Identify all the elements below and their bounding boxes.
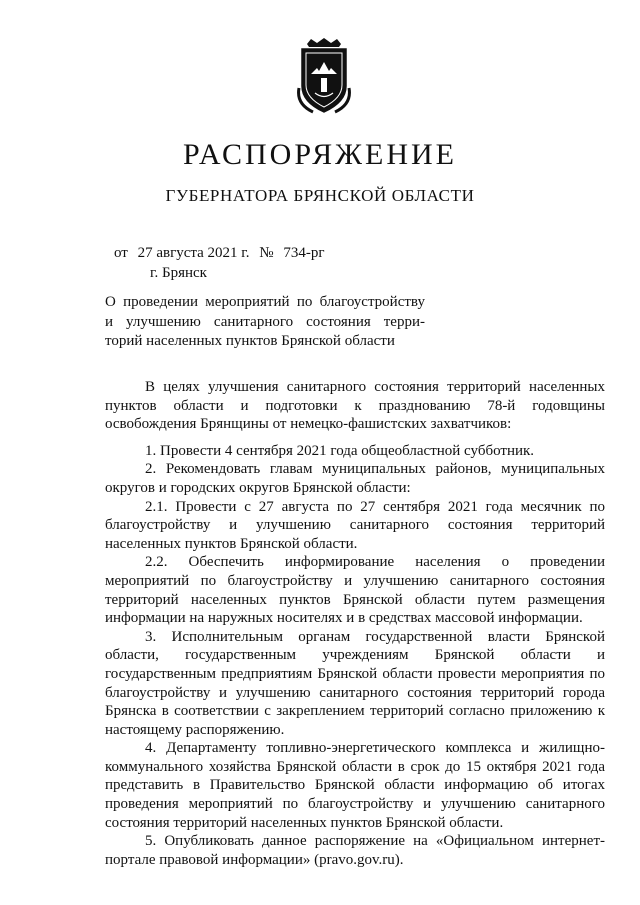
item-4: 4. Департаменту топливно-энергетического комплекса и жилищно-коммунального хозяйства Брянской области в срок до 15 октября 2021 года представить в Правительство Брянской области информацию об итогах проведения мероприятий по благоустройству и улучшению санитарного состояния территорий населенных пунктов Брянской области. (105, 740, 605, 831)
item-2: 2. Рекомендовать главам муниципальных районов, муниципальных округов и городских округов Брянской области: (105, 461, 605, 496)
coat-of-arms-icon (297, 38, 351, 114)
document-authority: ГУБЕРНАТОРА БРЯНСКОЙ ОБЛАСТИ (165, 186, 475, 205)
document-number: 734-рг (283, 245, 325, 261)
subject-line: торий населенных пунктов Брянской области (105, 333, 395, 349)
document-subject (105, 293, 425, 352)
item-2-2: 2.2. Обеспечить информирование населения о проведении мероприятий по благоустройству и улучшению санитарного состояния территорий населенных пунктов Брянской области путем размещения информации на наружных носителях и в средствах массовой информации. (105, 554, 605, 627)
date-number-line (114, 245, 331, 262)
subject-line: О проведении мероприятий по благоустройству (105, 294, 425, 310)
item-1: 1. Провести 4 сентября 2021 года общеобластной субботник. (145, 442, 535, 459)
document-date: 27 августа 2021 г. (137, 245, 250, 261)
number-sign: № (259, 245, 274, 261)
preamble: В целях улучшения санитарного состояния территорий населенных пунктов области и подготовки к празднованию 78-й годовщины освобождения Брянщины от немецко-фашистских захватчиков: (105, 379, 605, 433)
item-3: 3. Исполнительным органам государственной власти Брянской области, государственным учреждениям Брянской области и государственным предприятиям Брянской области провести мероприятия по благоустройству и улучшению санитарного состояния территорий города Брянска в соответствии с закреплением территорий согласно приложению к настоящему распоряжению. (105, 628, 605, 738)
document-title: РАСПОРЯЖЕНИЕ (182, 138, 458, 171)
document-city: г. Брянск (150, 265, 207, 281)
date-prefix: от (114, 245, 128, 261)
document-body (105, 378, 605, 869)
subject-line: и улучшению санитарного состояния терри- (105, 313, 425, 330)
item-5: 5. Опубликовать данное распоряжение на «Официальном интернет-портале правовой информации» (pravo.gov.ru). (105, 833, 605, 868)
item-2-1: 2.1. Провести с 27 августа по 27 сентября 2021 года месячник по благоустройству и улучшению санитарного состояния территорий населенных пунктов Брянской области. (105, 498, 605, 552)
